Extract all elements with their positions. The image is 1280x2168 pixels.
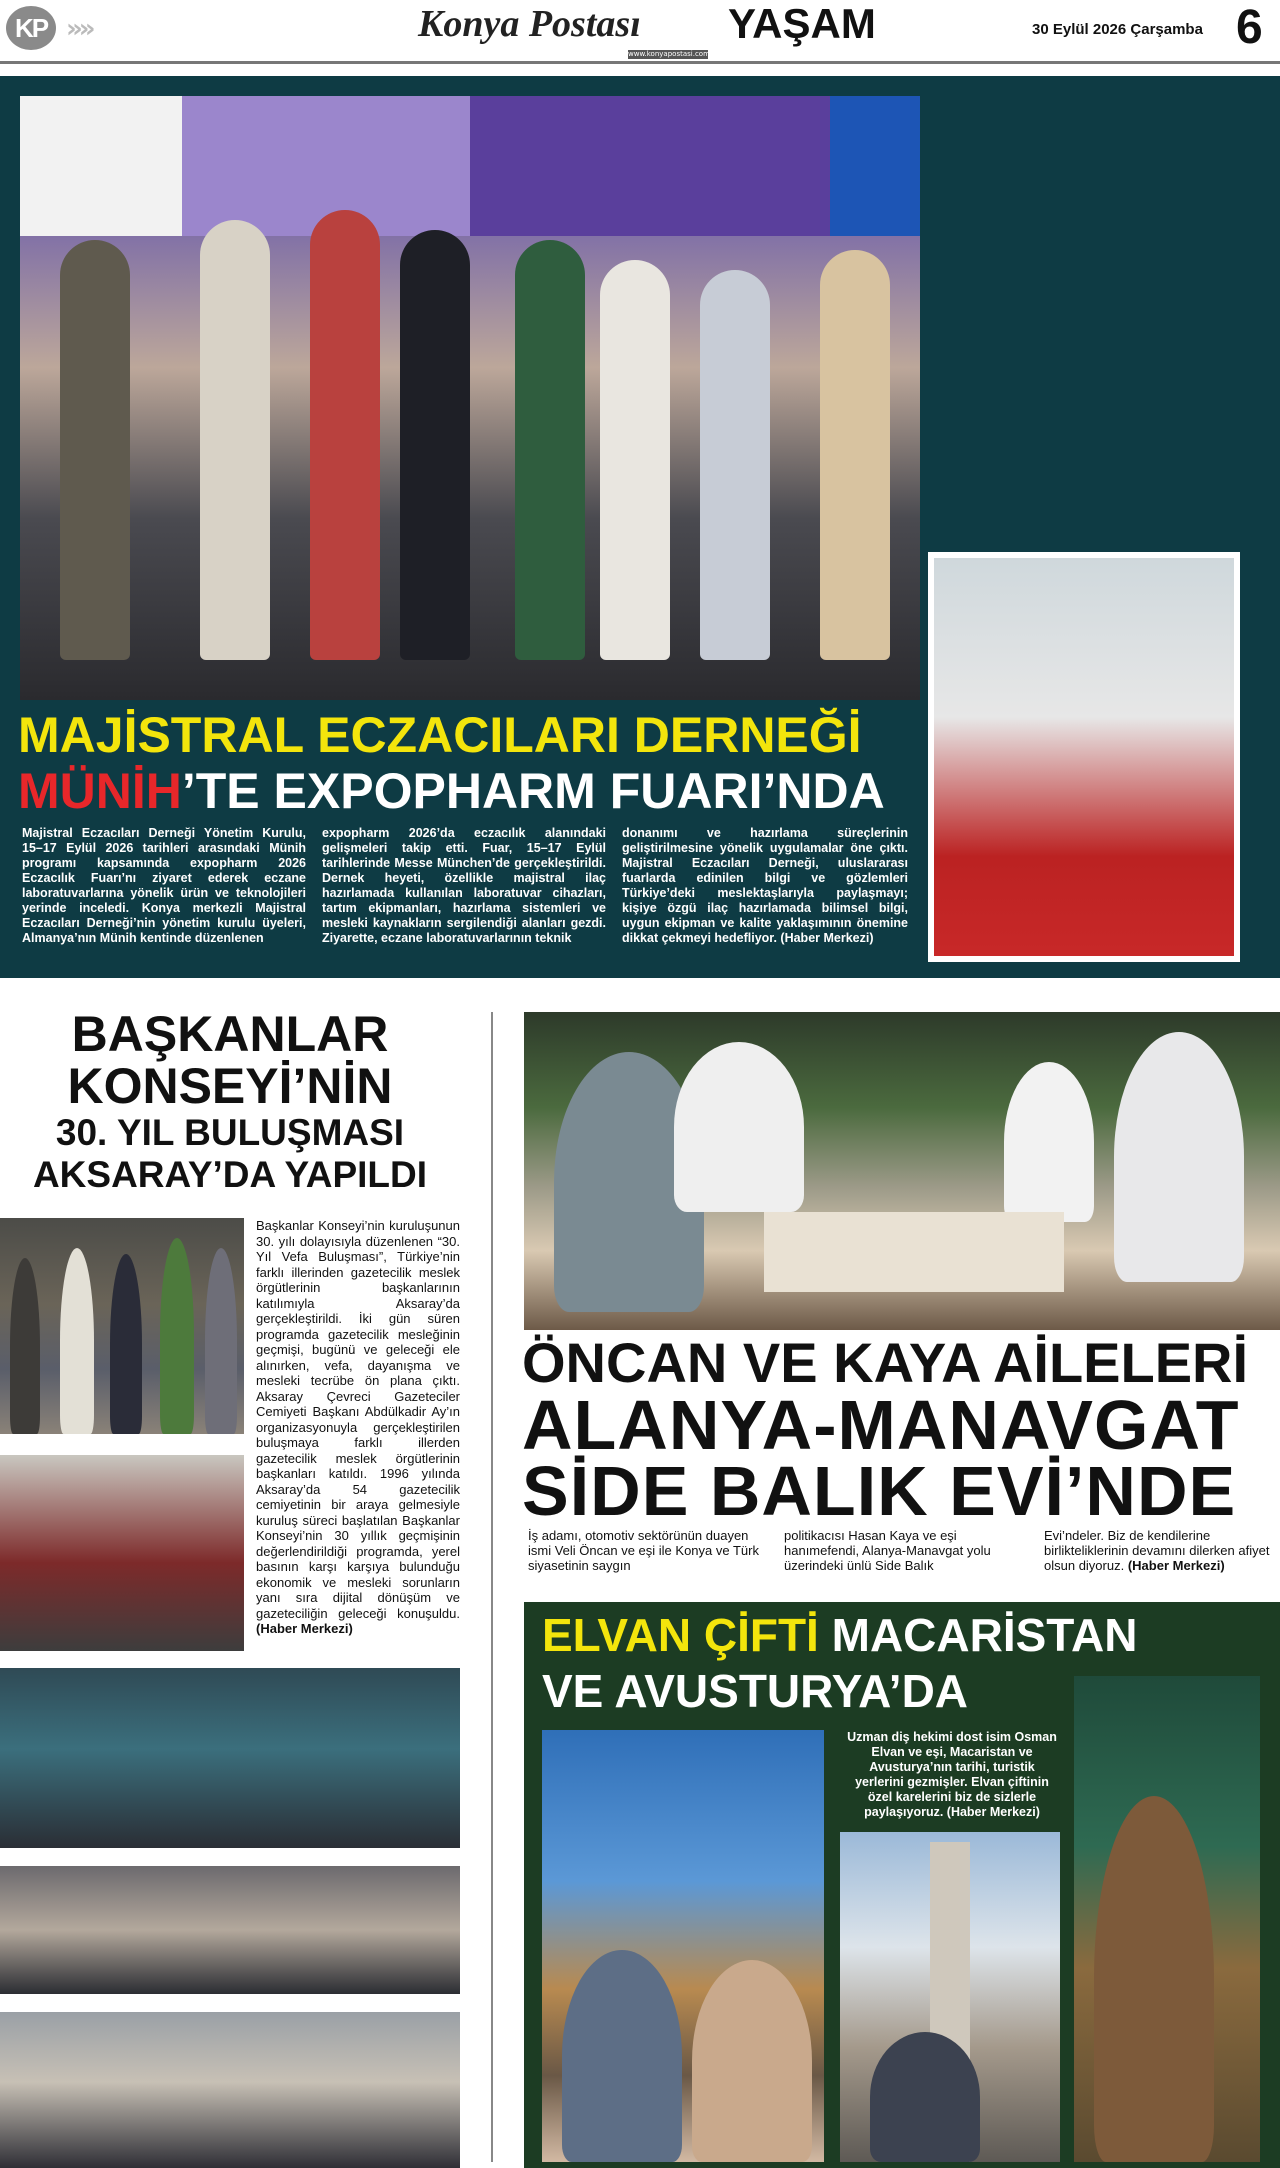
photo-figure (600, 260, 670, 660)
photo-figure (400, 230, 470, 660)
hall-photo-inner (934, 558, 1234, 956)
left-headline-line4: AKSARAY’DA YAPILDI (32, 1154, 428, 1195)
photo-figure (515, 240, 585, 660)
council-meeting-hall-photo (0, 1668, 460, 1848)
top-headline-city: MÜNİH (18, 763, 182, 819)
elvan-headline-name: ELVAN ÇİFTİ (542, 1609, 819, 1661)
photo-figure (1094, 1796, 1214, 2162)
masthead-section: YAŞAM (728, 0, 876, 47)
elvan-headline-line1 (542, 1608, 1137, 1662)
top-headline-line1: MAJİSTRAL ECZACILARI DERNEĞİ (18, 707, 862, 763)
left-story-credit: (Haber Merkezi) (256, 1621, 353, 1636)
header-divider (0, 61, 1280, 64)
issue-date: 30 Eylül 2026 Çarşamba (1032, 21, 1203, 38)
expopharm-group-photo (20, 96, 920, 700)
photo-figure (160, 1238, 194, 1434)
kp-logo: KP (6, 6, 56, 50)
photo-figure (700, 270, 770, 660)
right-story-text: Evi’ndeler. Biz de kendilerine birlikteliklerinin devamını dilerken afiyet olsun diyoruz. (1044, 1528, 1270, 1573)
right-story-column-2: politikacısı Hasan Kaya ve eşi hanımefendi, Alanya-Manavgat yolu üzerindeki ünlü Side Balık (784, 1528, 991, 1573)
photo-figure (60, 1248, 94, 1434)
council-lineup-photo (0, 1866, 460, 1994)
photo-figure (692, 1960, 812, 2162)
council-group-photo (0, 1218, 244, 1434)
booth-banner (20, 96, 920, 236)
photo-figure (562, 1950, 682, 2162)
page-number: 6 (1236, 1, 1263, 54)
photo-figure (820, 250, 890, 660)
photo-figure (200, 220, 270, 660)
left-headline-line3: 30. YIL BULUŞMASI (55, 1112, 405, 1153)
photo-figure (1004, 1062, 1094, 1222)
column-divider (491, 1012, 493, 2162)
top-headline-line2 (18, 762, 885, 820)
right-headline-line3: SİDE BALIK EVİ’NDE (522, 1452, 1237, 1530)
left-headline-line2: KONSEYİ’NİN (67, 1058, 393, 1114)
elvan-headline-line2: VE AVUSTURYA’DA (542, 1665, 969, 1717)
photo-figure (205, 1248, 237, 1434)
photo-figure (674, 1042, 804, 1212)
photo-figure (1114, 1032, 1244, 1282)
side-balik-dinner-photo (524, 1012, 1280, 1330)
photo-figure (310, 210, 380, 660)
left-headline-line1: BAŞKANLAR (71, 1006, 389, 1062)
photo-figure (110, 1254, 142, 1434)
photo-figure (870, 2032, 980, 2162)
top-headline-rest: ’TE EXPOPHARM FUARI’NDA (181, 763, 885, 819)
right-headline-line2: ALANYA-MANAVGAT (522, 1386, 1240, 1464)
right-story-column-3 (1044, 1528, 1280, 1573)
elvan-headline-country: MACARİSTAN (818, 1609, 1138, 1661)
masthead-url: www.konyapostasi.com.tr (628, 50, 718, 58)
left-headline (0, 1008, 460, 1196)
left-story-text: Başkanlar Konseyi’nin kuruluşunun 30. yılı dolayısıyla düzenlenen “30. Yıl Vefa Buluşması”, Türkiye’nin farklı illerinden gazetecilik meslek örgütlerinin başkanlarının katılımıyla Aksaray’da gerçekleştirildi. İki gün süren programda gazetecilik mesleğinin geçmişi, bugünü ve geleceği ele alınırken, vefa, dayanışma ve mesleki tecrübe ön plana çıktı. Aksaray Çevreci Gazeteciler Cemiyeti Başkanı Abdülkadir Ay’ın organizasyonuyla gerçekleştirilen buluşmaya farklı illerden gazetecilik meslek örgütlerinin başkanları katıldı. 1996 yılında Aksaray’da 54 gazetecilik cemiyetinin bir araya gelmesiyle kuruluş süreci başlatılan Başkanlar Konseyi’nin 30 yıllık geçmişinin değerlendirildiği programda, yerel basının karşı karşıya bulunduğu ekonomik ve mesleki sorunların yanı sıra dijital dönüşüm ve gazeteciliğin geleceği konuşuldu. (256, 1218, 460, 1621)
left-story-body (256, 1218, 460, 1637)
elvan-couple-selfie-photo (542, 1730, 824, 2162)
matthias-church-photo (840, 1832, 1060, 2162)
costume-photo (1074, 1676, 1260, 2162)
right-headline-line1: ÖNCAN VE KAYA AİLELERİ (522, 1331, 1249, 1394)
right-story-column-1: İş adamı, otomotiv sektörünün duayen ismi Veli Öncan ve eşi ile Konya ve Türk siyasetinin saygın (528, 1528, 759, 1573)
chevron-right-icon: »» (66, 14, 92, 44)
photo-figure (60, 240, 130, 660)
elvan-story-body: Uzman diş hekimi dost isim Osman Elvan ve eşi, Macaristan ve Avusturya’nın tarihi, turistik yerlerini gezmişler. Elvan çiftinin özel karelerini biz de sizlerle paylaşıyoruz. (Haber Merkezi) (847, 1730, 1057, 1819)
top-story-column-1: Majistral Eczacıları Derneği Yönetim Kurulu, 15–17 Eylül 2026 tarihleri arasındaki Münih programı kapsamında expopharm 2026 Eczacılık Fuarı’nı ziyaret ederek eczane laboratuvarlarına yönelik ürün ve teknolojileri yerinde inceledi. Konya merkezli Majistral Eczacıları Derneği’nin yönetim kurulu üyeleri, Almanya’nın Münih kentinde düzenlenen (22, 826, 306, 945)
photo-figure (10, 1258, 40, 1434)
right-story-credit: (Haber Merkezi) (1127, 1558, 1225, 1573)
council-dinner-photo (0, 1455, 244, 1651)
top-story-column-3: donanımı ve hazırlama süreçlerinin geliştirilmesine yönelik uygulamalar öne çıktı. Majistral Eczacıları Derneği, uluslararası fuarlarda edinilen bilgi ve gözlemleri Türkiye’deki meslektaşlarıyla paylaşmayı; kişiye özgü ilaç hazırlamada bilimsel bilgi, uygun ekipman ve kalite yaklaşımının önemine dikkat çekmeyi hedefliyor. (Haber Merkezi) (622, 826, 908, 945)
right-headline (522, 1331, 1280, 1530)
council-second-group-photo (0, 2012, 460, 2168)
masthead-name: Konya Postası (418, 3, 641, 45)
expopharm-hall-photo (928, 552, 1240, 962)
page-header (0, 0, 1280, 60)
photo-detail (764, 1212, 1064, 1292)
top-story-column-2: expopharm 2026’da eczacılık alanındaki gelişmeleri takip etti. Fuar, 15–17 Eylül tarihlerinde Messe München’de gerçekleştirildi. Dernek heyeti, özellikle majistral ilaç hazırlamada kullanılan laboratuvar cihazları, tartım ekipmanları, hazırlama sistemleri ve mesleki kaynakların sergilendiği alanları gezdi. Ziyarette, eczane laboratuvarlarının teknik (322, 826, 606, 945)
